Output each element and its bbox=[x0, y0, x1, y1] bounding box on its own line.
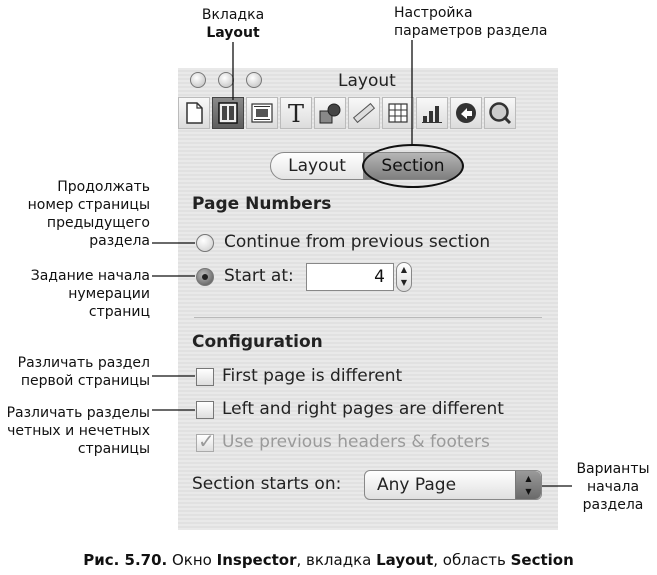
text-inspector-button[interactable] bbox=[280, 97, 312, 129]
section-starts-label: Section starts on: bbox=[192, 474, 342, 494]
left-right-different-checkbox[interactable] bbox=[196, 401, 214, 419]
use-previous-headers-checkbox[interactable] bbox=[196, 429, 215, 453]
figure-caption: Рис. 5.70. Окно Inspector, вкладка Layout, область Section bbox=[83, 551, 574, 569]
chart-inspector-button[interactable] bbox=[416, 97, 448, 129]
section-starts-popup[interactable] bbox=[364, 470, 542, 500]
document-icon bbox=[181, 100, 207, 126]
quicktime-icon bbox=[487, 100, 513, 126]
left-right-different-label: Left and right pages are different bbox=[222, 399, 504, 419]
table-icon bbox=[385, 100, 411, 126]
document-inspector-button[interactable] bbox=[178, 97, 210, 129]
start-at-radio[interactable] bbox=[196, 268, 214, 286]
annotation-tab-layout: Вкладка Layout bbox=[201, 7, 265, 41]
metrics-icon bbox=[351, 100, 377, 126]
tab-section[interactable]: Section bbox=[364, 152, 462, 180]
stepper-down-icon[interactable]: ▼ bbox=[400, 278, 408, 287]
table-inspector-button[interactable] bbox=[382, 97, 414, 129]
section-starts-value: Any Page bbox=[377, 475, 457, 495]
graphic-inspector-button[interactable] bbox=[314, 97, 346, 129]
wrap-icon bbox=[249, 100, 275, 126]
start-at-stepper[interactable] bbox=[396, 262, 412, 292]
window-title: Layout bbox=[338, 71, 396, 91]
start-at-input[interactable]: 4 bbox=[306, 263, 394, 291]
annotation-odd-even: Различать разделы четных и нечетных страницы bbox=[6, 405, 150, 457]
annotation-first-page: Различать раздел первой страницы bbox=[17, 355, 150, 389]
annotation-section-start-options: Варианты начала раздела bbox=[576, 461, 650, 513]
quicktime-inspector-button[interactable] bbox=[484, 97, 516, 129]
link-inspector-button[interactable] bbox=[450, 97, 482, 129]
configuration-heading: Configuration bbox=[192, 332, 323, 352]
annotation-section-settings: Настройка параметров раздела bbox=[394, 5, 548, 39]
inspector-toolbar bbox=[178, 96, 558, 130]
metrics-inspector-button[interactable] bbox=[348, 97, 380, 129]
text-icon bbox=[283, 100, 309, 126]
annotation-start-numbering: Задание начала нумерации страниц bbox=[30, 268, 150, 320]
svg-text:T: T bbox=[287, 100, 305, 126]
continue-previous-label: Continue from previous section bbox=[224, 232, 491, 252]
wrap-inspector-button[interactable] bbox=[246, 97, 278, 129]
continue-previous-radio[interactable] bbox=[196, 234, 214, 252]
first-page-different-checkbox[interactable] bbox=[196, 368, 214, 386]
link-icon bbox=[453, 100, 479, 126]
zoom-window-button[interactable] bbox=[246, 72, 262, 88]
inspector-window bbox=[178, 68, 558, 530]
first-page-different-label: First page is different bbox=[222, 366, 403, 386]
stepper-up-icon[interactable]: ▲ bbox=[400, 265, 408, 274]
section-highlight-ellipse bbox=[362, 144, 464, 188]
close-window-button[interactable] bbox=[190, 72, 206, 88]
minimize-window-button[interactable] bbox=[218, 72, 234, 88]
tab-layout[interactable]: Layout bbox=[270, 152, 364, 180]
popup-arrows-icon: ▲ ▼ bbox=[515, 471, 541, 499]
layout-icon bbox=[215, 100, 241, 126]
page-numbers-heading: Page Numbers bbox=[192, 194, 332, 214]
start-at-label: Start at: bbox=[224, 266, 294, 286]
use-previous-headers-label: Use previous headers & footers bbox=[222, 432, 490, 452]
chart-icon bbox=[419, 100, 445, 126]
title-bar bbox=[178, 68, 558, 94]
annotation-continue-numbering: Продолжать номер страницы предыдущего раздела bbox=[27, 179, 150, 249]
graphic-icon bbox=[317, 100, 343, 126]
checkmark-icon: ✓ bbox=[198, 429, 215, 453]
layout-inspector-button[interactable] bbox=[212, 97, 244, 129]
section-divider bbox=[194, 317, 542, 318]
